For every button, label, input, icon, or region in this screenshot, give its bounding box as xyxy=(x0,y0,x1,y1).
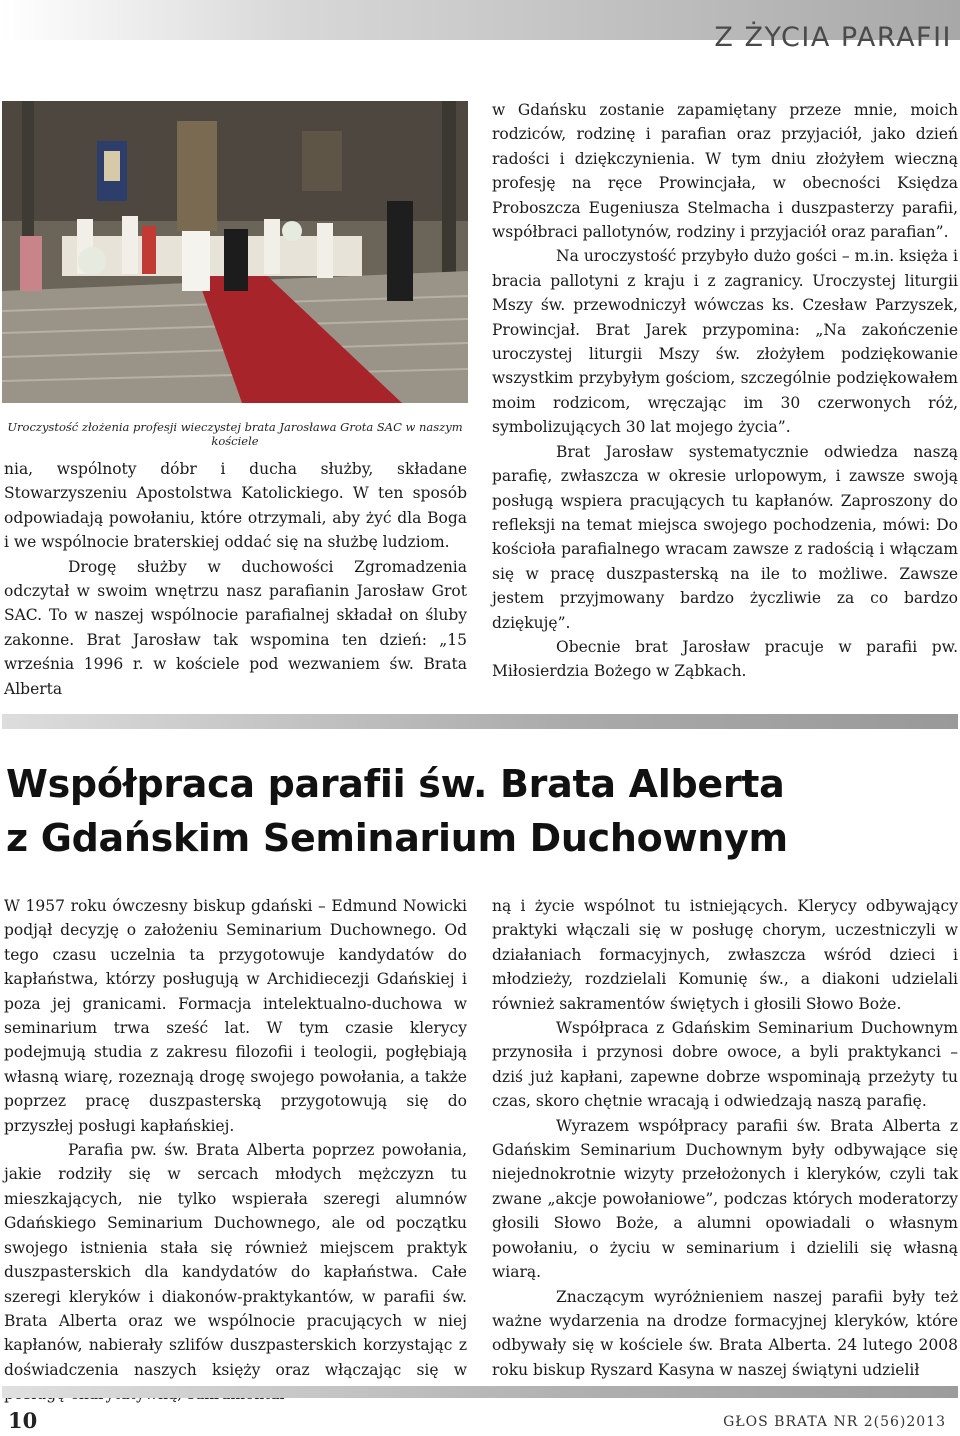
page-number: 10 xyxy=(8,1408,38,1433)
article-title-line2: z Gdańskim Seminarium Duchownym xyxy=(6,816,788,860)
article1-column1 xyxy=(4,457,467,701)
paragraph: w Gdańsku zostanie zapamiętany przeze mnie, moich rodziców, rodzinę i parafian oraz przyjaciół, jako dzień radości i dziękczynienia. W tym dniu złożyłem wieczną profesję na ręce Prowincjała, w obecności Księdza Proboszcza Eugeniusza Stelmacha i duszpasterzy parafii, współbraci pallotynów, rodziny i przyjaciół oraz parafian”. xyxy=(492,101,958,242)
article-title xyxy=(6,757,788,865)
paragraph: nia, wspólnoty dóbr i ducha służby, składane Stowarzyszeniu Apostolstwa Katolickiego. W ten sposób odpowiadają powołaniu, które otrzymali, aby żyć dla Boga i we wspólnocie braterskiej oddać się na służbę ludziom. xyxy=(4,460,467,552)
church-ceremony-photo xyxy=(2,101,468,403)
photo-caption: Uroczystość złożenia profesji wieczystej brata Jarosława Grota SAC w naszym kościele xyxy=(7,420,463,448)
paragraph: Brat Jarosław systematycznie odwiedza naszą parafię, zwłaszcza w okresie urlopowym, i zawsze swoją posługą wspiera pracujących tu kapłanów. Zaproszony do refleksji na temat miejsca swojego pochodzenia, mówi: Do kościoła parafialnego wracam zawsze z radością i włączam się w pracę duszpasterską na ile to możliwe. Zawsze jestem przyjmowany bardzo życzliwie za co bardzo dziękuję”. xyxy=(492,442,958,632)
section-title: Z ŻYCIA PARAFII xyxy=(714,22,952,53)
section-divider xyxy=(2,714,958,729)
article1-column2 xyxy=(492,98,958,684)
article2-column1 xyxy=(4,894,467,1407)
footer-bar xyxy=(2,1386,958,1398)
paragraph: Znaczącym wyróżnieniem naszej parafii były też ważne wydarzenia na drodze formacyjnej kleryków, które odbywały się w kościele św. Brata Alberta. 24 lutego 2008 roku biskup Ryszard Kasyna w naszej świątyni udzielił xyxy=(492,1287,958,1379)
article-title-line1: Współpraca parafii św. Brata Alberta xyxy=(6,762,785,806)
paragraph: Parafia pw. św. Brata Alberta poprzez powołania, jakie rodziły się w sercach młodych mężczyzn tu mieszkających, nie tylko wspierała szeregi alumnów Gdańskiego Seminarium Duchownego, ale od początku swojego istnienia stała się również miejscem praktyk duszpasterskich dla kandydatów do kapłaństwa. Całe szeregi kleryków i diakonów-praktykantów, w parafii św. Brata Alberta oraz we wspólnocie pracujących w niej kapłanów, nabierały szlifów duszpasterskich korzystając z doświadczenia naszych księży oraz włączając się w xyxy=(4,1141,467,1379)
magazine-name: GŁOS BRATA NR 2(56)2013 xyxy=(723,1414,946,1430)
paragraph: W 1957 roku ówczesny biskup gdański – Edmund Nowicki podjął decyzję o założeniu Seminarium Duchownego. Od tego czasu uczelnia ta przygotowuje kandydatów do kapłaństwa, którzy posługują w Archidiecezji Gdańskiej i poza jej granicami. Formacja intelektualno-duchowa w seminarium trwa sześć lat. W tym czasie klerycy podejmują studia z zakresu filozofii i teologii, pogłębiają własną wiarę, rozeznają drogę swojego powołania, a także poprzez pracę duszpasterską przygotowują się do przyszłej posługi kapłańskiej. xyxy=(4,897,467,1135)
paragraph: Na uroczystość przybyło dużo gości – m.in. księża i bracia pallotyni z kraju i z zagranicy. Uroczystej liturgii Mszy św. przewodniczył wówczas ks. Czesław Parzyszek, Prowincjał. Brat Jarek przypomina: „Na zakończenie uroczystej liturgii Mszy św. złożyłem podziękowanie wszystkim przybyłym gościom, szczególnie podziękowałem moim rodzicom, wręczając im 30 czerwonych róż, symbolizujących 30 lat mojego życia”. xyxy=(492,247,958,437)
article2-column2 xyxy=(492,894,958,1382)
paragraph: Obecnie brat Jarosław pracuje w parafii pw. Miłosierdzia Bożego w Ząbkach. xyxy=(492,637,958,681)
paragraph: ną i życie wspólnot tu istniejących. Klerycy odbywający praktyki włączali się w posługę chorym, uczestniczyli w działaniach formacyjnych, zwłaszcza wśród dzieci i młodzieży, rozdzielali Komunię św., a diakoni udzielali również sakramentów świętych i głosili Słowo Boże. xyxy=(492,897,958,1013)
paragraph: Drogę służby w duchowości Zgromadzenia odczytał w swoim wnętrzu nasz parafianin Jarosław Grot SAC. To w naszej wspólnocie parafialnej składał on śluby zakonne. Brat Jarosław tak wspomina ten dzień: „15 września 1996 r. w kościele pod wezwaniem św. Brata Alberta xyxy=(4,557,467,698)
paragraph: Współpraca z Gdańskim Seminarium Duchownym przynosiła i przynosi dobre owoce, a byli praktykanci – dziś już kapłani, zapewne dobrze wspominają przeżyty tu czas, skoro chętnie wracają i odwiedzają naszą parafię. xyxy=(492,1019,958,1111)
paragraph: Wyrazem współpracy parafii św. Brata Alberta z Gdańskim Seminarium Duchownym były odbywające się niejednokrotnie wizyty przełożonych i kleryków, czyli tak zwane „akcje powołaniowe”, podczas których moderatorzy głosili Słowo Boże, a alumni opowiadali o własnym powołaniu, o życiu w seminarium i dzielili się własną wiarą. xyxy=(492,1116,958,1282)
